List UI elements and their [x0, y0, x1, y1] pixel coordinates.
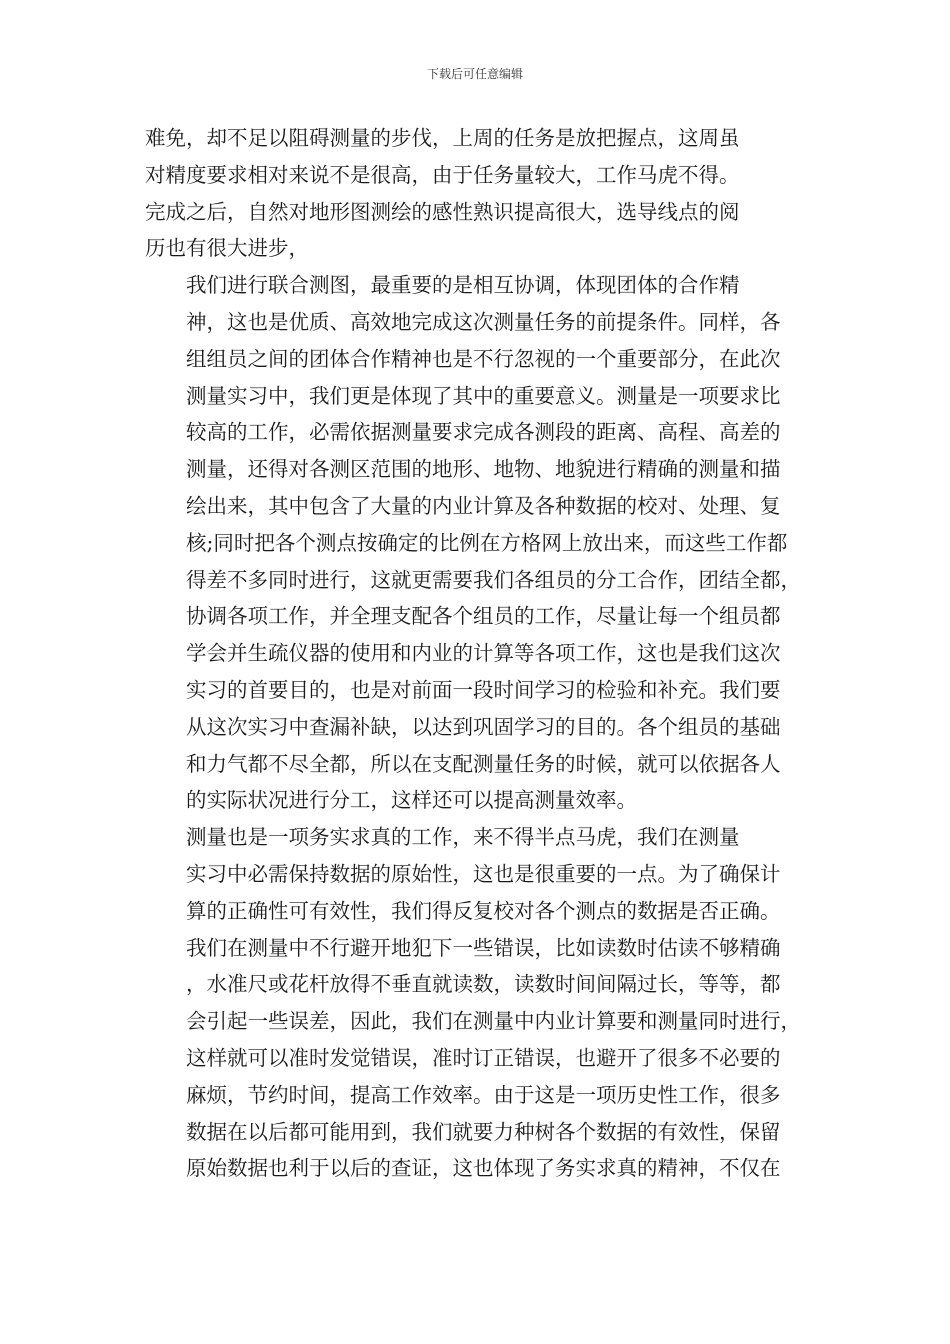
paragraph-1	[145, 120, 810, 267]
paragraph-3	[145, 819, 810, 1187]
text-line: 实习中必需保持数据的原始性，这也是很重要的一点。为了确保计	[186, 861, 781, 886]
text-line: 学会并生疏仪器的使用和内业的计算等各项工作，这也是我们这次	[186, 641, 781, 666]
text-line: 测量也是一项务实求真的工作，来不得半点马虎，我们在测量	[186, 825, 740, 850]
text-line: 原始数据也利于以后的查证，这也体现了务实求真的精神，不仅在	[186, 1156, 781, 1181]
text-line: 从这次实习中查漏补缺，以达到巩固学习的目的。各个组员的基础	[186, 714, 781, 739]
text-line: 和力气都不尽全都，所以在支配测量任务的时候，就可以依据各人	[186, 751, 781, 776]
text-line: 我们进行联合测图，最重要的是相互协调，体现团体的合作精	[186, 273, 740, 298]
text-line: 数据在以后都可能用到，我们就要力种树各个数据的有效性，保留	[186, 1119, 781, 1144]
page-header: 下载后可任意编辑	[426, 67, 523, 81]
text-line: 会引起一些误差，因此，我们在测量中内业计算要和测量同时进行，	[186, 1009, 801, 1034]
document-body	[145, 120, 810, 1187]
text-line: 算的正确性可有效性，我们得反复校对各个测点的数据是否正确。	[186, 898, 781, 923]
text-line: 我们在测量中不行避开地犯下一些错误，比如读数时估读不够精确	[186, 935, 781, 960]
text-line: 核;同时把各个测点按确定的比例在方格网上放出来，而这些工作都	[186, 530, 788, 555]
text-line: 较高的工作，必需依据测量要求完成各测段的距离、高程、高差的	[186, 420, 781, 445]
text-line: 历也有很大进步，	[145, 236, 309, 261]
text-line: 这样就可以准时发觉错误，准时订正错误，也避开了很多不必要的	[186, 1045, 781, 1070]
paragraph-2	[145, 267, 810, 819]
text-line: 麻烦，节约时间，提高工作效率。由于这是一项历史性工作，很多	[186, 1082, 781, 1107]
text-line: 难免，却不足以阻碍测量的步伐，上周的任务是放把握点，这周虽	[145, 126, 740, 150]
text-line: 的实际状况进行分工，这样还可以提高测量效率。	[186, 788, 637, 813]
text-line: 神，这也是优质、高效地完成这次测量任务的前提条件。同样，各	[186, 309, 781, 334]
text-line: 协调各项工作，并全理支配各个组员的工作，尽量让每一个组员都	[186, 604, 781, 629]
text-line: 测量，还得对各测区范围的地形、地物、地貌进行精确的测量和描	[186, 457, 781, 482]
text-line: 完成之后，自然对地形图测绘的感性熟识提高很大，选导线点的阅	[145, 199, 740, 224]
text-line: 测量实习中，我们更是体现了其中的重要意义。测量是一项要求比	[186, 383, 781, 408]
text-line: ，水准尺或花杆放得不垂直就读数，读数时间间隔过长，等等，都	[186, 972, 781, 997]
text-line: 实习的首要目的，也是对前面一段时间学习的检验和补充。我们要	[186, 677, 781, 702]
text-line: 对精度要求相对来说不是很高，由于任务量较大，工作马虎不得。	[145, 162, 740, 187]
text-line: 得差不多同时进行，这就更需要我们各组员的分工合作，团结全都，	[186, 567, 801, 592]
text-line: 绘出来，其中包含了大量的内业计算及各种数据的校对、处理、复	[186, 493, 781, 518]
text-line: 组组员之间的团体合作精神也是不行忽视的一个重要部分，在此次	[186, 346, 781, 371]
